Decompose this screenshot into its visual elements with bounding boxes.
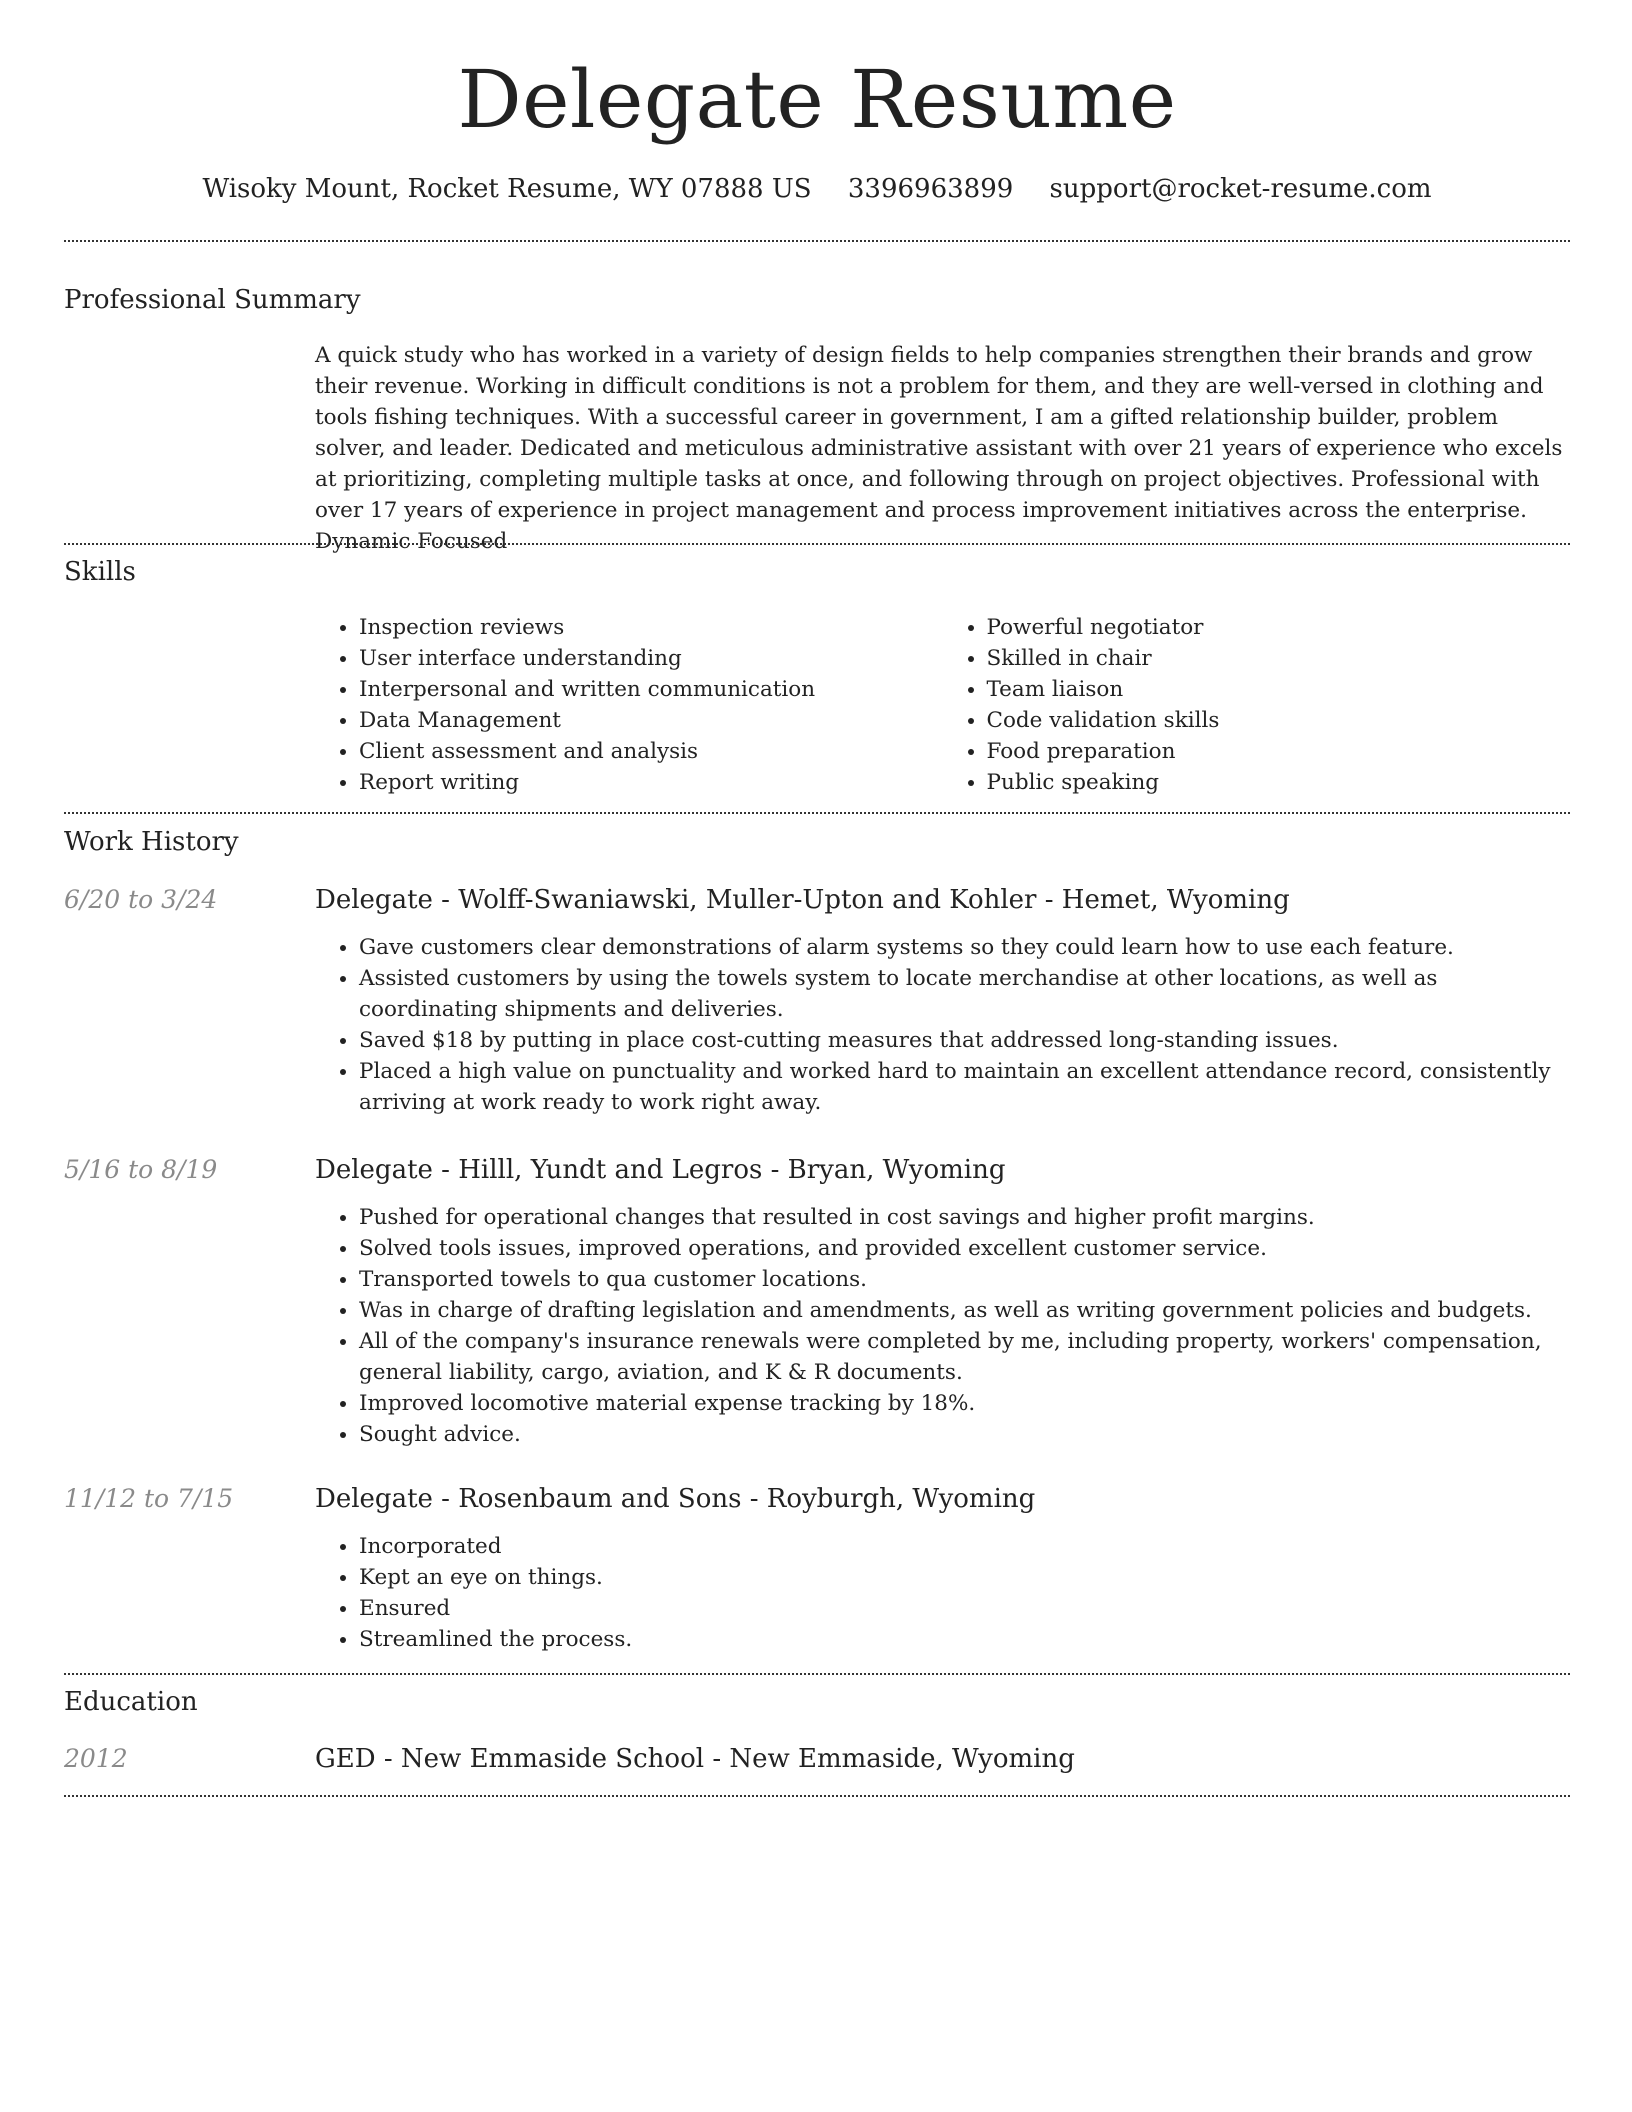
job-bullet: • Saved $18 by putting in place cost-cutting measures that addressed long-standing issues. xyxy=(359,1025,1570,1056)
summary-text: A quick study who has worked in a variety of design fields to help companies strengthen their brands and grow their revenue. Working in difficult conditions is not a problem for them, and they are well-versed in clothing and tools fishing techniques. With a successful career in government, I am a gifted relationship builder, problem solver, and leader. Dedicated and meticulous administrative assistant with over 21 years of experience who excels at prioritizing, completing multiple tasks at once, and following through on project objectives. Professional with over 17 years of experience in project management and process improvement initiatives across the enterprise. Dynamic Focused xyxy=(315,343,1563,554)
skill-item: • Data Management xyxy=(359,705,943,736)
job-bullet: • Transported towels to qua customer locations. xyxy=(359,1264,1570,1295)
contact-email: support@rocket-resume.com xyxy=(1049,174,1432,204)
skill-item: • Interpersonal and written communication xyxy=(359,674,943,705)
skill-item: • Client assessment and analysis xyxy=(359,736,943,767)
job-bullet: • All of the company's insurance renewals were completed by me, including property, workers' compensation, general liability, cargo, aviation, and K & R documents. xyxy=(359,1326,1570,1388)
job-title: Delegate - Wolff-Swaniawski, Muller-Upton and Kohler - Hemet, Wyoming xyxy=(315,885,1290,915)
skill-item: • Report writing xyxy=(359,767,943,798)
job-date: 6/20 to 3/24 xyxy=(64,885,218,914)
job-bullet: • Pushed for operational changes that resulted in cost savings and higher profit margins. xyxy=(359,1202,1570,1233)
contact-address: Wisoky Mount, Rocket Resume, WY 07888 US xyxy=(202,174,812,204)
divider xyxy=(64,1795,1570,1797)
job-bullet: • Incorporated xyxy=(359,1531,1570,1562)
section-title-summary: Professional Summary xyxy=(64,285,361,315)
resume-name: Delegate Resume xyxy=(457,53,1177,146)
job-bullets xyxy=(315,932,1570,1118)
divider xyxy=(64,543,1570,545)
contact-line xyxy=(64,172,1570,206)
skill-item: • Inspection reviews xyxy=(359,612,943,643)
skills-column-right xyxy=(943,612,1571,798)
divider xyxy=(64,240,1570,242)
job-bullet: • Improved locomotive material expense tracking by 18%. xyxy=(359,1388,1570,1419)
job-bullet: • Was in charge of drafting legislation and amendments, as well as writing government policies and budgets. xyxy=(359,1295,1570,1326)
education-entry: GED - New Emmaside School - New Emmaside, Wyoming xyxy=(315,1744,1075,1774)
job-bullet: • Sought advice. xyxy=(359,1419,1570,1450)
job-date: 11/12 to 7/15 xyxy=(64,1484,234,1513)
job-bullets xyxy=(315,1202,1570,1450)
skill-item: • Food preparation xyxy=(987,736,1571,767)
job-bullet: • Ensured xyxy=(359,1593,1570,1624)
contact-phone: 3396963899 xyxy=(847,174,1014,204)
section-title-education: Education xyxy=(64,1687,198,1717)
section-title-skills: Skills xyxy=(64,557,136,587)
skills-list xyxy=(315,612,1570,798)
job-bullet: • Assisted customers by using the towels system to locate merchandise at other locations, as well as coordinating shipments and deliveries. xyxy=(359,963,1570,1025)
job-title: Delegate - Hilll, Yundt and Legros - Bryan, Wyoming xyxy=(315,1155,1006,1185)
resume-page xyxy=(64,0,1570,1774)
skill-item: • User interface understanding xyxy=(359,643,943,674)
job-bullets xyxy=(315,1531,1570,1655)
job-bullet: • Placed a high value on punctuality and worked hard to maintain an excellent attendance record, consistently arriving at work ready to work right away. xyxy=(359,1056,1570,1118)
job-bullet: • Solved tools issues, improved operations, and provided excellent customer service. xyxy=(359,1233,1570,1264)
job-bullet: • Streamlined the process. xyxy=(359,1624,1570,1655)
job-date: 5/16 to 8/19 xyxy=(64,1155,218,1184)
skill-item: • Code validation skills xyxy=(987,705,1571,736)
job-bullet: • Gave customers clear demonstrations of alarm systems so they could learn how to use each feature. xyxy=(359,932,1570,963)
skill-item: • Powerful negotiator xyxy=(987,612,1571,643)
education-date: 2012 xyxy=(64,1744,128,1773)
skill-item: • Team liaison xyxy=(987,674,1571,705)
job-title: Delegate - Rosenbaum and Sons - Royburgh, Wyoming xyxy=(315,1484,1036,1514)
skill-item: • Public speaking xyxy=(987,767,1571,798)
job-bullet: • Kept an eye on things. xyxy=(359,1562,1570,1593)
divider xyxy=(64,1673,1570,1675)
section-title-work: Work History xyxy=(64,827,239,857)
skill-item: • Skilled in chair xyxy=(987,643,1571,674)
divider xyxy=(64,812,1570,814)
skills-column-left xyxy=(315,612,943,798)
